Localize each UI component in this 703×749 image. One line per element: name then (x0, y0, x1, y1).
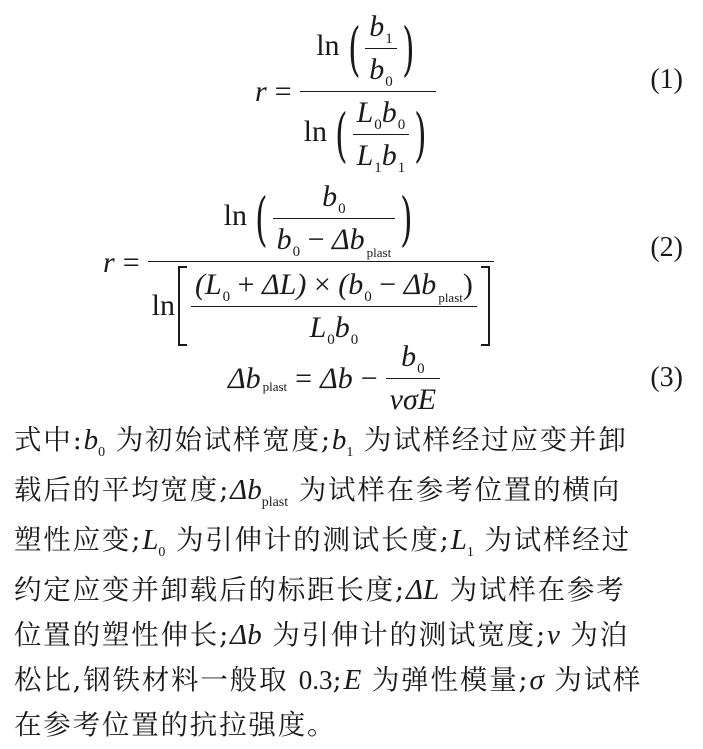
explanation-line-1: 式中$:b_0$ 为初始试样宽度$;b_1$ 为试样经过应变并卸 (14, 424, 628, 460)
eq3-fraction: $\frac{b_0}{\text{νσE}}$ (386, 340, 440, 417)
eq1-lhs: r (255, 74, 267, 108)
eq1-tag: (1) (650, 64, 683, 95)
eq2-numerator: ln ( $\frac{b_0}{b_0 - \Delta b _{plast}}$ ) (223, 180, 413, 260)
explanation-line-7: 在参考位置的抗拉强度。 (14, 709, 337, 741)
eq2-main-fraction (148, 180, 494, 346)
eq3-lhs: Δb (228, 361, 261, 395)
explanation-paragraph (14, 418, 694, 748)
eq1-equals: = (274, 74, 292, 108)
explanation-line-2: 载后的平均宽度$;\Delta b_{plast}$ 为试样在参考位置的横向 (14, 474, 621, 510)
equation-2 (103, 180, 494, 346)
eq2-lhs: r (103, 246, 115, 279)
eq1-fraction-bar (300, 91, 436, 92)
eq2-denominator: ln $\frac{(L_0 + \Delta L) \times (b_0 - \Delta b _{plast})}{L_0b_0}$ (148, 266, 494, 346)
eq1-numerator: ln ( $\frac{b_1}{b_0}$ ) (316, 10, 415, 90)
eq1-main-fraction (300, 10, 436, 176)
eq2-fraction-bar (148, 261, 494, 262)
equation-1 (255, 10, 436, 176)
eq2-equals: = (122, 246, 140, 279)
explanation-line-3: 塑性应变$;L_0$ 为引伸计的测试长度$;L_1$ 为试样经过 (14, 524, 631, 560)
eq3-tag: (3) (650, 362, 683, 393)
eq1-denominator: ln ( $\frac{L_0b_0}{L_1b_1}$ ) (303, 96, 427, 176)
explanation-line-6: 松比,钢铁材料一般取 0.3;E 为弹性模量;σ 为试样 (14, 664, 643, 696)
explanation-line-5: 位置的塑性伸长;Δb 为引伸计的测试宽度;ν 为泊 (14, 619, 630, 651)
explanation-line-4: 约定应变并卸载后的标距长度;ΔL 为试样在参考 (14, 574, 626, 606)
equation-3: Δb plast = Δb − $\frac{b_0}{\text{νσE}}$ (228, 340, 440, 417)
eq1-inner-fraction: $\frac{b_1}{b_0}$ (365, 10, 397, 87)
eq2-tag: (2) (650, 232, 683, 263)
